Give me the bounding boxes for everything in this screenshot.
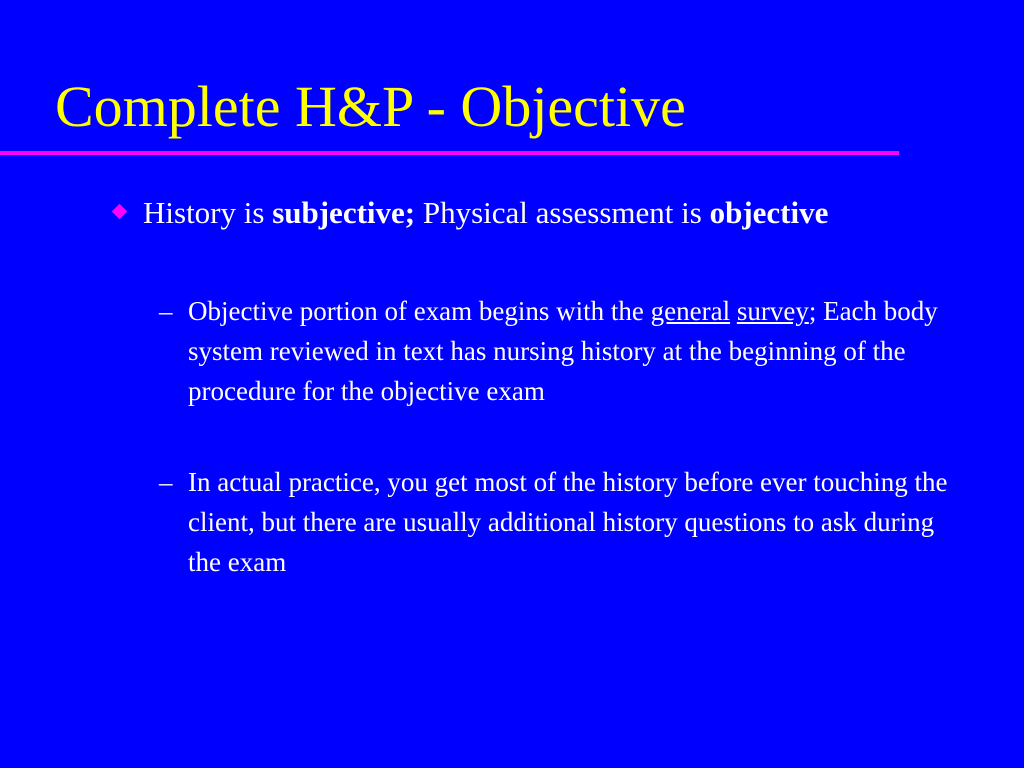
main-bullet-text-2: Physical assessment is [415,195,710,230]
sub-bullet-1-text-1: Objective portion of exam begins with the [188,296,651,326]
main-bullet-bold-1: subjective; [272,195,416,230]
sub-bullet-2-dash: – [159,467,173,497]
slide-title: Complete H&P - Objective [55,74,686,139]
sub-bullet-1-dash: – [159,296,173,326]
general-link[interactable]: general [650,296,731,326]
main-bullet [143,190,903,235]
survey-link[interactable]: survey [736,296,809,326]
sub-bullet-2: In actual practice, you get most of the history before ever touching the client, but there are usually additional history questions to ask during the exam [188,467,948,577]
main-bullet-text-1: History is [143,195,273,230]
diamond-bullet-icon [112,204,128,220]
sub-bullet-1-space [730,296,737,326]
main-bullet-bold-2: objective [709,195,829,230]
title-divider [0,151,899,155]
sub-bullet-1-text-2: ; Each body system reviewed in text has nursing history at the beginning of the procedure for the objective exam [188,296,938,406]
sub-bullet-1 [188,291,958,411]
